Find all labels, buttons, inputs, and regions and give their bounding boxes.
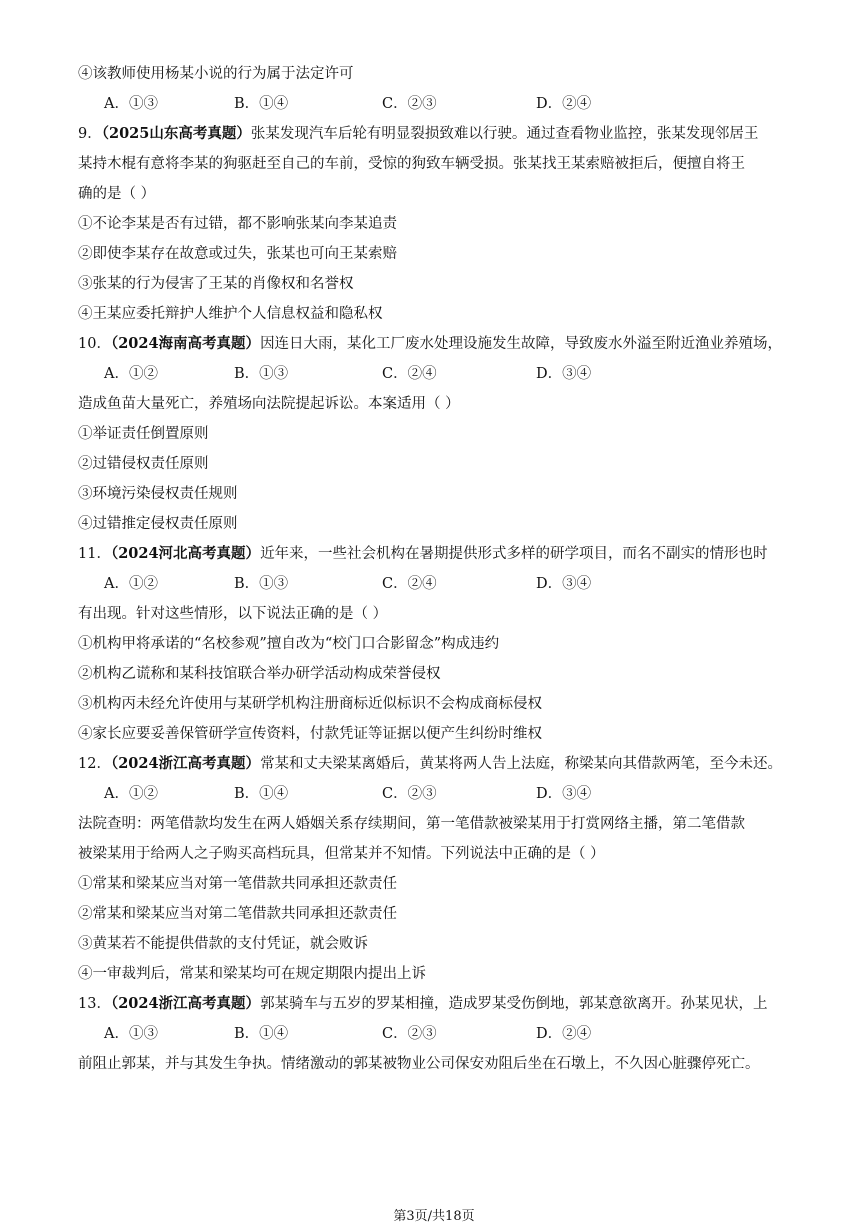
question-stem-line [78, 994, 768, 1014]
question-text: 常某和丈夫梁某离婚后，黄某将两人告上法庭，称梁某向其借款两笔，至今未还。 [260, 756, 783, 772]
question-stem-line [78, 334, 782, 354]
question-stem-line [78, 544, 768, 564]
option-d: D．③④ [536, 576, 592, 592]
question-source: （2024海南高考真题） [110, 335, 261, 352]
text-line: ④过错推定侵权责任原则 [78, 516, 238, 532]
text-line: 造成鱼苗大量死亡，养殖场向法院提起诉讼。本案适用（ ） [78, 396, 460, 412]
option-c: C．②④ [382, 366, 437, 382]
option-c: C．②④ [382, 576, 437, 592]
text-line: ③机构丙未经允许使用与某研学机构注册商标近似标识不会构成商标侵权 [78, 696, 542, 712]
text-line: 前阻止郭某，并与其发生争执。情绪激动的郭某被物业公司保安劝阻后坐在石墩上，不久因心脏骤停死亡。 [78, 1056, 760, 1072]
question-number: 9． [78, 126, 102, 142]
option-a: A．①② [104, 366, 158, 382]
option-c: C．②③ [382, 1026, 437, 1042]
text-line: ①机构甲将承诺的“名校参观”擅自改为“校门口合影留念”构成违约 [78, 636, 500, 652]
question-number: 12． [78, 756, 111, 772]
text-line: ④一审裁判后，常某和梁某均可在规定期限内提出上诉 [78, 966, 426, 982]
question-number: 10． [78, 336, 111, 352]
option-b: B．①④ [234, 786, 289, 802]
answer-options [104, 784, 664, 804]
question-source: （2024浙江高考真题） [110, 995, 261, 1012]
question-number: 13． [78, 996, 111, 1012]
question-number: 11． [78, 546, 111, 562]
text-line: ④家长应要妥善保管研学宣传资料，付款凭证等证据以便产生纠纷时维权 [78, 726, 542, 742]
option-d: D．②④ [536, 96, 592, 112]
option-b: B．①④ [234, 96, 289, 112]
option-c: C．②③ [382, 786, 437, 802]
text-line: ④该教师使用杨某小说的行为属于法定许可 [78, 66, 354, 82]
question-text: 因连日大雨，某化工厂废水处理设施发生故障，导致废水外溢至附近渔业养殖场， [260, 336, 783, 352]
text-line: 法院查明：两笔借款均发生在两人婚姻关系存续期间，第一笔借款被梁某用于打赏网络主播，第二笔借款 [78, 816, 745, 832]
question-stem-line [78, 154, 745, 174]
text-line: ③张某的行为侵害了王某的肖像权和名誉权 [78, 276, 354, 292]
answer-options [104, 574, 664, 594]
option-b: B．①④ [234, 1026, 289, 1042]
text-line: ②机构乙谎称和某科技馆联合举办研学活动构成荣誉侵权 [78, 666, 441, 682]
option-d: D．③④ [536, 786, 592, 802]
question-text: 张某发现汽车后轮有明显裂损致难以行驶。通过查看物业监控，张某发现邻居王 [250, 126, 759, 142]
text-line: ①常某和梁某应当对第一笔借款共同承担还款责任 [78, 876, 397, 892]
option-b: B．①③ [234, 366, 289, 382]
option-a: A．①② [104, 786, 158, 802]
option-a: A．①② [104, 576, 158, 592]
option-d: D．②④ [536, 1026, 592, 1042]
question-text: 近年来，一些社会机构在暑期提供形式多样的研学项目，而名不副实的情形也时 [260, 546, 768, 562]
question-stem-line [78, 754, 782, 774]
question-source: （2025山东高考真题） [101, 125, 251, 142]
option-c: C．②③ [382, 96, 437, 112]
answer-options [104, 94, 664, 114]
answer-options [104, 1024, 664, 1044]
text-line: ④王某应委托辩护人维护个人信息权益和隐私权 [78, 306, 383, 322]
text-line: ②即使李某存在故意或过失，张某也可向王某索赔 [78, 246, 397, 262]
option-b: B．①③ [234, 576, 289, 592]
text-line: 确的是（ ） [78, 186, 156, 202]
page-footer: 第3页/共18页 [393, 1209, 475, 1224]
question-source: （2024浙江高考真题） [110, 755, 261, 772]
text-line: ③环境污染侵权责任规则 [78, 486, 238, 502]
text-line: ②常某和梁某应当对第二笔借款共同承担还款责任 [78, 906, 397, 922]
option-a: A．①③ [104, 1026, 158, 1042]
text-line: ②过错侵权责任原则 [78, 456, 209, 472]
option-a: A．①③ [104, 96, 158, 112]
text-line: ③黄某若不能提供借款的支付凭证，就会败诉 [78, 936, 368, 952]
text-line: ①不论李某是否有过错，都不影响张某向李某追责 [78, 216, 397, 232]
option-d: D．③④ [536, 366, 592, 382]
question-stem-line [78, 124, 758, 144]
text-line: 有出现。针对这些情形，以下说法正确的是（ ） [78, 606, 388, 622]
question-source: （2024河北高考真题） [110, 545, 261, 562]
text-line: 被梁某用于给两人之子购买高档玩具，但常某并不知情。下列说法中正确的是（ ） [78, 846, 605, 862]
question-text: 郭某骑车与五岁的罗某相撞，造成罗某受伤倒地，郭某意欲离开。孙某见状，上 [260, 996, 768, 1012]
text-line: ①举证责任倒置原则 [78, 426, 209, 442]
question-text: 某持木棍有意将李某的狗驱赶至自己的车前，受惊的狗致车辆受损。张某找王某索赔被拒后，便擅自将王 [78, 156, 745, 172]
answer-options [104, 364, 664, 384]
